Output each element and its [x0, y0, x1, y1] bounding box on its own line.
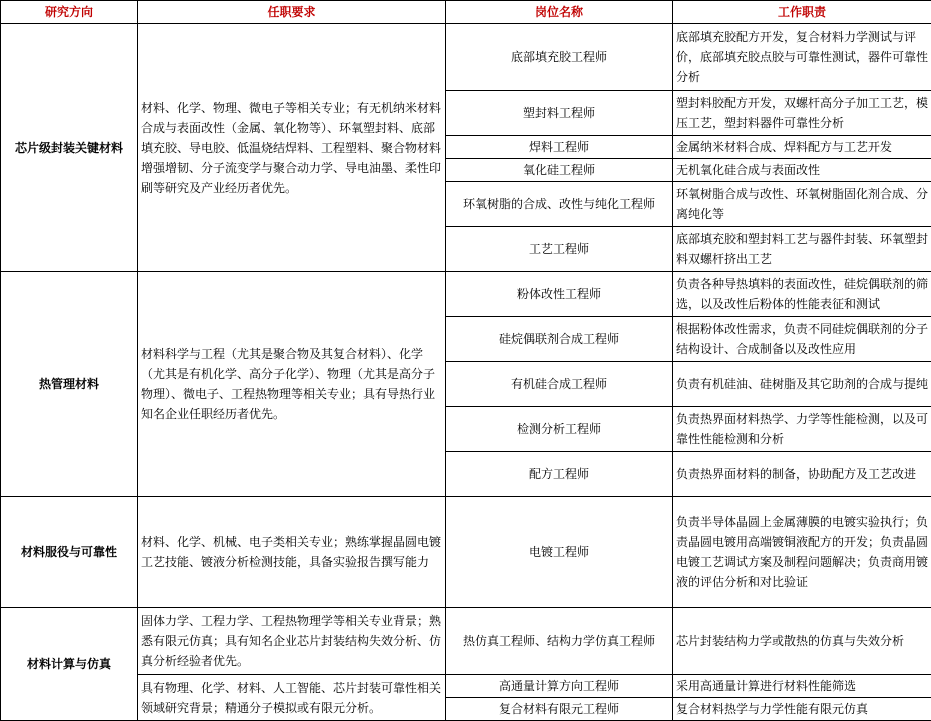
header-requirement: 任职要求 [138, 1, 446, 24]
position-cell: 电镀工程师 [446, 497, 673, 608]
header-direction: 研究方向 [1, 1, 138, 24]
duty-cell: 负责有机硅油、硅树脂及其它助剂的合成与提纯 [673, 362, 931, 407]
duty-cell: 芯片封装结构力学或散热的仿真与失效分析 [673, 608, 931, 675]
position-cell: 氧化硅工程师 [446, 159, 673, 182]
table-row [1, 272, 931, 317]
position-cell: 复合材料有限元工程师 [446, 698, 673, 721]
duty-cell: 负责热界面材料热学、力学等性能检测，以及可靠性性能检测和分析 [673, 407, 931, 452]
position-cell: 有机硅合成工程师 [446, 362, 673, 407]
duty-cell: 环氧树脂合成与改性、环氧树脂固化剂合成、分离纯化等 [673, 182, 931, 227]
duty-cell: 金属纳米材料合成、焊料配方与工艺开发 [673, 136, 931, 159]
header-row [1, 1, 931, 24]
duty-cell: 底部填充胶配方开发，复合材料力学测试与评价，底部填充胶点胶与可靠性测试，器件可靠性分析 [673, 24, 931, 91]
position-cell: 粉体改性工程师 [446, 272, 673, 317]
position-cell: 配方工程师 [446, 452, 673, 497]
position-cell: 焊料工程师 [446, 136, 673, 159]
requirement-cell: 材料、化学、机械、电子类相关专业；熟练掌握晶圆电镀工艺技能、镀液分析检测技能，具备实验报告撰写能力 [138, 497, 446, 608]
duty-cell: 塑封料胶配方开发，双螺杆高分子加工工艺，模压工艺，塑封料器件可靠性分析 [673, 91, 931, 136]
position-cell: 热仿真工程师、结构力学仿真工程师 [446, 608, 673, 675]
table-row [1, 24, 931, 91]
duty-cell: 采用高通量计算进行材料性能筛选 [673, 675, 931, 698]
position-cell: 塑封料工程师 [446, 91, 673, 136]
requirement-cell: 材料、化学、物理、微电子等相关专业；有无机纳米材料合成与表面改性（金属、氧化物等）、环氧塑封料、底部填充胶、导电胶、低温烧结焊料、工程塑料、聚合物材料增强增韧、分子流变学与聚合动力学、导电油墨、柔性印刷等研究及产业经历者优先。 [138, 24, 446, 272]
duty-cell: 负责热界面材料的制备，协助配方及工艺改进 [673, 452, 931, 497]
position-cell: 高通量计算方向工程师 [446, 675, 673, 698]
header-duty: 工作职责 [673, 1, 931, 24]
duty-cell: 复合材料热学与力学性能有限元仿真 [673, 698, 931, 721]
direction-cell: 材料计算与仿真 [1, 608, 138, 721]
requirement-cell: 具有物理、化学、材料、人工智能、芯片封装可靠性相关领域研究背景；精通分子模拟或有限元分析。 [138, 675, 446, 721]
position-cell: 工艺工程师 [446, 227, 673, 272]
table-row [1, 497, 931, 608]
direction-cell: 材料服役与可靠性 [1, 497, 138, 608]
duty-cell: 无机氧化硅合成与表面改性 [673, 159, 931, 182]
table-row [1, 675, 931, 698]
requirement-cell: 固体力学、工程力学、工程热物理学等相关专业背景；熟悉有限元仿真；具有知名企业芯片封装结构失效分析、仿真分析经验者优先。 [138, 608, 446, 675]
direction-cell: 芯片级封装关键材料 [1, 24, 138, 272]
duty-cell: 底部填充胶和塑封料工艺与器件封装、环氧塑封料双螺杆挤出工艺 [673, 227, 931, 272]
position-cell: 环氧树脂的合成、改性与纯化工程师 [446, 182, 673, 227]
header-position: 岗位名称 [446, 1, 673, 24]
position-cell: 检测分析工程师 [446, 407, 673, 452]
duty-cell: 负责各种导热填料的表面改性，硅烷偶联剂的筛选，以及改性后粉体的性能表征和测试 [673, 272, 931, 317]
direction-cell: 热管理材料 [1, 272, 138, 497]
position-cell: 底部填充胶工程师 [446, 24, 673, 91]
duty-cell: 根据粉体改性需求，负责不同硅烷偶联剂的分子结构设计、合成制备以及改性应用 [673, 317, 931, 362]
table-row [1, 608, 931, 675]
requirement-cell: 材料科学与工程（尤其是聚合物及其复合材料）、化学（尤其是有机化学、高分子化学）、物理（尤其是高分子物理）、微电子、工程热物理等相关专业；具有导热行业知名企业任职经历者优先。 [138, 272, 446, 497]
position-cell: 硅烷偶联剂合成工程师 [446, 317, 673, 362]
duty-cell: 负责半导体晶圆上金属薄膜的电镀实验执行；负责晶圆电镀用高端镀铜液配方的开发；负责晶圆电镀工艺调试方案及制程问题解决；负责商用镀液的评估分析和对比验证 [673, 497, 931, 608]
